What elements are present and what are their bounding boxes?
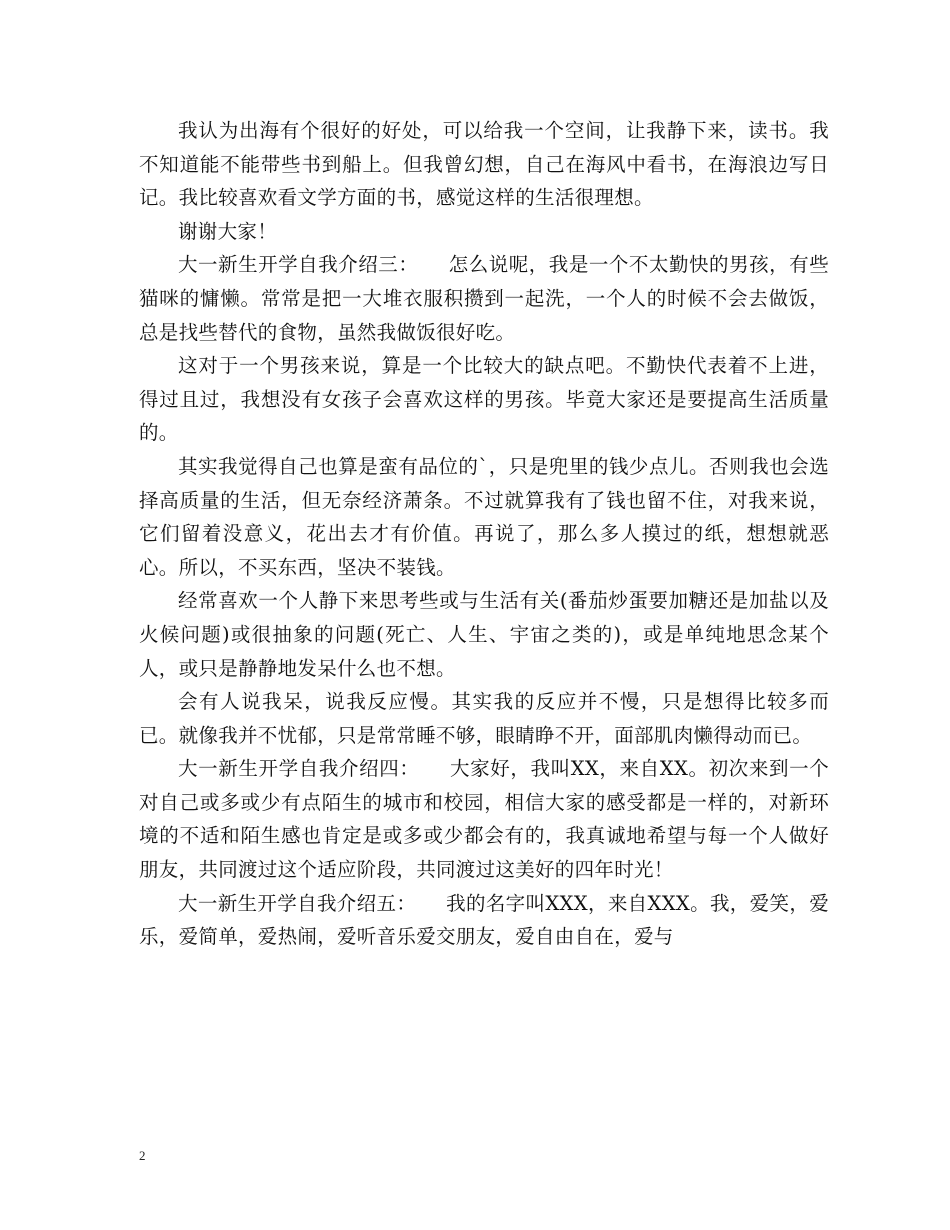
paragraph: 大一新生开学自我介绍五： 我的名字叫XXX，来自XXX。我，爱笑，爱乐，爱简单，爱热闹，爱听音乐爱交朋友，爱自由自在，爱与 <box>139 891 829 949</box>
document-body <box>139 114 829 954</box>
page-number: 2 <box>139 1148 146 1163</box>
paragraph: 谢谢大家！ <box>178 219 278 243</box>
paragraph: 我认为出海有个很好的好处，可以给我一个空间，让我静下来，读书。我不知道能不能带些书到船上。但我曾幻想，自己在海风中看书，在海浪边写日记。我比较喜欢看文学方面的书，感觉这样的生活很理想。 <box>139 119 829 210</box>
paragraph: 大一新生开学自我介绍三： 怎么说呢，我是一个不太勤快的男孩，有些猫咪的慵懒。常常是把一大堆衣服积攒到一起洗，一个人的时候不会去做饭，总是找些替代的食物，虽然我做饭很好吃。 <box>139 253 829 344</box>
paragraph: 这对于一个男孩来说，算是一个比较大的缺点吧。不勤快代表着不上进，得过且过，我想没有女孩子会喜欢这样的男孩。毕竟大家还是要提高生活质量的。 <box>139 354 829 445</box>
paragraph: 大一新生开学自我介绍四： 大家好，我叫XX，来自XX。初次来到一个对自己或多或少有点陌生的城市和校园，相信大家的感受都是一样的，对新环境的不适和陌生感也肯定是或多或少都会有的，我真诚地希望与每一个人做好朋友，共同渡过这个适应阶段，共同渡过这美好的四年时光！ <box>139 757 829 882</box>
paragraph: 其实我觉得自己也算是蛮有品位的`，只是兜里的钱少点儿。否则我也会选择高质量的生活，但无奈经济萧条。不过就算我有了钱也留不住，对我来说，它们留着没意义，花出去才有价值。再说了，那么多人摸过的纸，想想就恶心。所以，不买东西，坚决不装钱。 <box>139 454 829 579</box>
paragraph: 经常喜欢一个人静下来思考些或与生活有关(番茄炒蛋要加糖还是加盐以及火候问题)或很抽象的问题(死亡、人生、宇宙之类的)，或是单纯地思念某个人，或只是静静地发呆什么也不想。 <box>139 589 829 680</box>
paragraph: 会有人说我呆，说我反应慢。其实我的反应并不慢，只是想得比较多而已。就像我并不忧郁，只是常常睡不够，眼睛睁不开，面部肌肉懒得动而已。 <box>139 690 829 747</box>
